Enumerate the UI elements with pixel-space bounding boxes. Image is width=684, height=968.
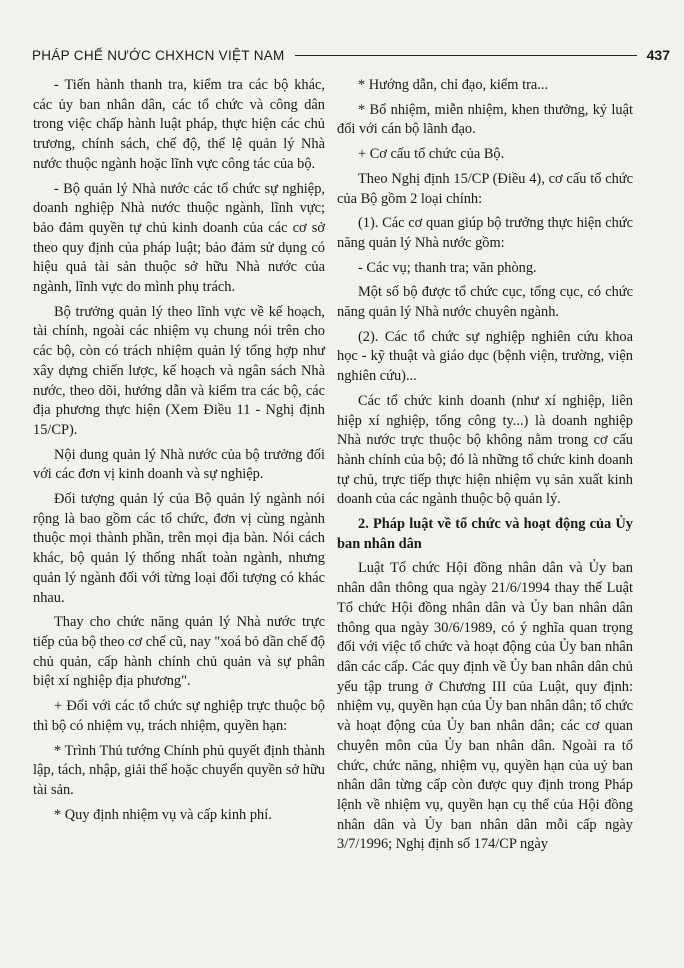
left-column	[33, 76, 325, 830]
page-number: 437	[646, 47, 670, 63]
paragraph: + Đối với các tổ chức sự nghiệp trực thuộc bộ thì bộ có nhiệm vụ, trách nhiệm, quyền hạn:	[33, 698, 325, 734]
paragraph: Một số bộ được tổ chức cục, tổng cục, có chức năng quản lý Nhà nước chuyên ngành.	[337, 284, 633, 321]
paragraph: Theo Nghị định 15/CP (Điều 4), cơ cấu tổ chức của Bộ gồm 2 loại chính:	[337, 170, 633, 207]
paragraph: (1). Các cơ quan giúp bộ trưởng thực hiện chức năng quản lý Nhà nước gồm:	[337, 215, 633, 251]
paragraph: + Cơ cấu tổ chức của Bộ.	[358, 146, 505, 163]
paragraph: * Quy định nhiệm vụ và cấp kinh phí.	[54, 806, 272, 823]
header-rule	[295, 55, 637, 56]
page-header	[32, 44, 670, 66]
paragraph: Bộ trưởng quản lý theo lĩnh vực về kế hoạch, tài chính, ngoài các nhiệm vụ chung nói trên cho các bộ, còn có trách nhiệm quản lý tổng hợp như xây dựng chiến lược, kế hoạch và ngân sách Nhà nước, theo dõi, hướng dẫn và kiểm tra các bộ, các địa phương thực hiện (Xem Điều 11 - Nghị định 15/CP).	[33, 303, 325, 438]
paragraph: Nội dung quản lý Nhà nước của bộ trưởng đối với các đơn vị kinh doanh và sự nghiệp.	[33, 446, 325, 483]
right-column	[337, 76, 633, 860]
paragraph: - Bộ quản lý Nhà nước các tổ chức sự nghiệp, doanh nghiệp Nhà nước thuộc ngành, lĩnh vực; bảo đảm quyền tự chủ kinh doanh của các cơ sở theo quy định của pháp luật; bảo đảm sử dụng có hiệu quả tài sản thuộc sở hữu Nhà nước của ngành, lĩnh vực do mình phụ trách.	[33, 180, 325, 296]
paragraph: Các tổ chức kinh doanh (như xí nghiệp, liên hiệp xí nghiệp, tổng công ty...) là doanh nghiệp Nhà nước trực thuộc bộ không nằm trong cơ cấu hành chính của bộ; đó là những tổ chức kinh doanh tự chủ, trực tiếp thực hiện nhiệm vụ sản xuất kinh doanh của các ngành thuộc bộ quản lý.	[337, 392, 633, 508]
paragraph: * Bổ nhiệm, miễn nhiệm, khen thưởng, kỷ luật đối với cán bộ lãnh đạo.	[337, 101, 633, 138]
paragraph: (2). Các tổ chức sự nghiệp nghiên cứu khoa học - kỹ thuật và giáo dục (bệnh viện, trường, viện nghiên cứu)...	[337, 328, 633, 385]
paragraph: - Các vụ; thanh tra; văn phòng.	[358, 259, 537, 276]
paragraph: * Trình Thủ tướng Chính phủ quyết định thành lập, tách, nhập, giải thể hoặc chuyển quyền sở hữu tài sản.	[33, 742, 325, 798]
paragraph: Thay cho chức năng quản lý Nhà nước trực tiếp của bộ theo cơ chế cũ, nay "xoá bỏ dần chế độ chủ quản, cấp hành chính chủ quản và sự phân biệt xí nghiệp địa phương".	[33, 614, 325, 690]
paragraph: Luật Tổ chức Hội đồng nhân dân và Ủy ban nhân dân thông qua ngày 21/6/1994 thay thế Luật Tổ chức Hội đồng nhân dân và Ủy ban nhân dân thông qua ngày 30/6/1989, có ý nghĩa quan trọng đối với việc tổ chức và hoạt động của Ủy ban nhân dân các cấp. Các quy định về Ủy ban nhân dân chủ yếu tập trung ở Chương III của Luật, quy định: nhiệm vụ, quyền hạn của Ủy ban nhân dân; tổ chức và hoạt động của Ủy ban nhân dân; các cơ quan chuyên môn của Ủy ban nhân dân. Ngoài ra tổ chức, chức năng, nhiệm vụ, quyền hạn của uỷ ban nhân dân từng cấp còn được quy định trong Pháp lệnh về nhiệm vụ, quyền hạn cụ thể của Hội đồng nhân dân và Ủy ban nhân dân mỗi cấp ngày 3/7/1996; Nghị định số 174/CP ngày	[337, 560, 633, 853]
section-heading: 2. Pháp luật về tổ chức và hoạt động của Ủy ban nhân dân	[337, 516, 633, 552]
paragraph: Đối tượng quản lý của Bộ quản lý ngành nói rộng là bao gồm các tổ chức, đơn vị cùng ngành thuộc mọi thành phần, trên mọi địa bàn. Nói cách khác, bộ quản lý thống nhất toàn ngành, nhưng quản lý ngành đối với từng loại đối tượng có khác nhau.	[33, 491, 325, 606]
running-title: PHÁP CHẾ NƯỚC CHXHCN VIỆT NAM	[32, 47, 285, 63]
paragraph: - Tiến hành thanh tra, kiểm tra các bộ khác, các ủy ban nhân dân, các tổ chức và công dân trong việc chấp hành luật pháp, thực hiện các chủ trương, chính sách, chế độ, thể lệ quản lý Nhà nước thuộc ngành hoặc lĩnh vực công tác của bộ.	[33, 77, 325, 172]
paragraph: * Hướng dẫn, chỉ đạo, kiểm tra...	[358, 77, 549, 93]
